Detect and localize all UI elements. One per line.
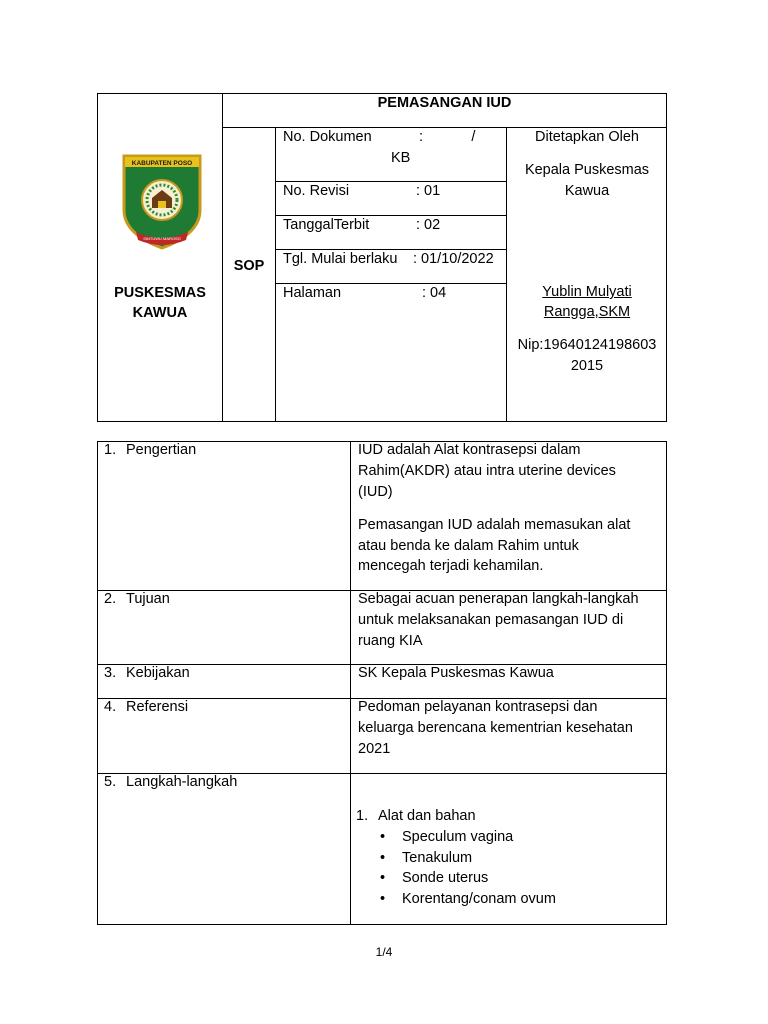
issue-date-value: : 02 (416, 217, 441, 233)
approval-position-2: Kawua (564, 183, 610, 199)
pengertian-line-3: (IUD) (358, 484, 393, 500)
pengertian-line-1: IUD adalah Alat kontrasepsi dalam (358, 442, 581, 458)
pengertian-line-4: Pemasangan IUD adalah memasukan alat (358, 517, 631, 533)
doc-number-value: : / (419, 129, 476, 145)
doc-number-value-2: KB (391, 150, 411, 166)
list-item: • Sonde uterus (356, 868, 556, 889)
pengertian-line-5: atau benda ke dalam Rahim untuk (358, 538, 579, 554)
tujuan-line-1: Sebagai acuan penerapan langkah-langkah (358, 591, 639, 607)
revision-value: : 01 (416, 183, 441, 199)
organization-line-1: PUSKESMAS (114, 285, 206, 301)
organization-line-2: KAWUA (132, 305, 188, 321)
logo-bottom-text: SINTUWU MAROSO (143, 236, 181, 241)
doc-number-label: No. Dokumen (283, 129, 372, 145)
page-count-label: Halaman (283, 285, 342, 301)
section-tujuan-label: 2. Tujuan (104, 591, 170, 607)
logo-top-text: KABUPATEN POSO (131, 160, 193, 167)
tujuan-line-3: ruang KIA (358, 633, 423, 649)
approver-nip-2: 2015 (570, 358, 604, 374)
list-item: • Tenakulum (356, 848, 556, 869)
approver-name-2: Rangga,SKM (543, 304, 631, 320)
effective-date-value: : 01/10/2022 (413, 251, 494, 267)
approver-nip-1: Nip:19640124198603 (517, 337, 657, 353)
section-referensi-label: 4. Referensi (104, 699, 189, 715)
section-langkah-label: 5. Langkah-langkah (104, 774, 238, 790)
pengertian-line-2: Rahim(AKDR) atau intra uterine devices (358, 463, 616, 479)
equipment-list (356, 827, 556, 909)
section-kebijakan-label: 3. Kebijakan (104, 665, 190, 681)
section-pengertian-label: 1. Pengertian (104, 442, 197, 458)
document-title: PEMASANGAN IUD (377, 95, 512, 111)
revision-label: No. Revisi (283, 183, 350, 199)
referensi-line-1: Pedoman pelayanan kontrasepsi dan (358, 699, 598, 715)
page-count-value: : 04 (422, 285, 447, 301)
effective-date-label: Tgl. Mulai berlaku (283, 251, 398, 267)
kebijakan-line-1: SK Kepala Puskesmas Kawua (358, 665, 554, 681)
approval-position-1: Kepala Puskesmas (524, 162, 650, 178)
sop-label: SOP (233, 258, 265, 274)
pengertian-line-6: mencegah terjadi kehamilan. (358, 558, 544, 574)
list-item: • Korentang/conam ovum (356, 889, 556, 910)
issue-date-label: TanggalTerbit (283, 217, 370, 233)
list-item: • Speculum vagina (356, 827, 556, 848)
approver-name-1: Yublin Mulyati (542, 284, 632, 300)
referensi-line-2: keluarga berencana kementrian kesehatan (358, 720, 633, 736)
approval-heading: Ditetapkan Oleh (535, 129, 639, 145)
referensi-line-3: 2021 (358, 741, 391, 757)
kabupaten-poso-logo (118, 152, 206, 252)
tujuan-line-2: untuk melaksanakan pemasangan IUD di (358, 612, 624, 628)
page-number: 1/4 (375, 945, 393, 959)
step-alat-dan-bahan: 1. Alat dan bahan (356, 808, 476, 824)
